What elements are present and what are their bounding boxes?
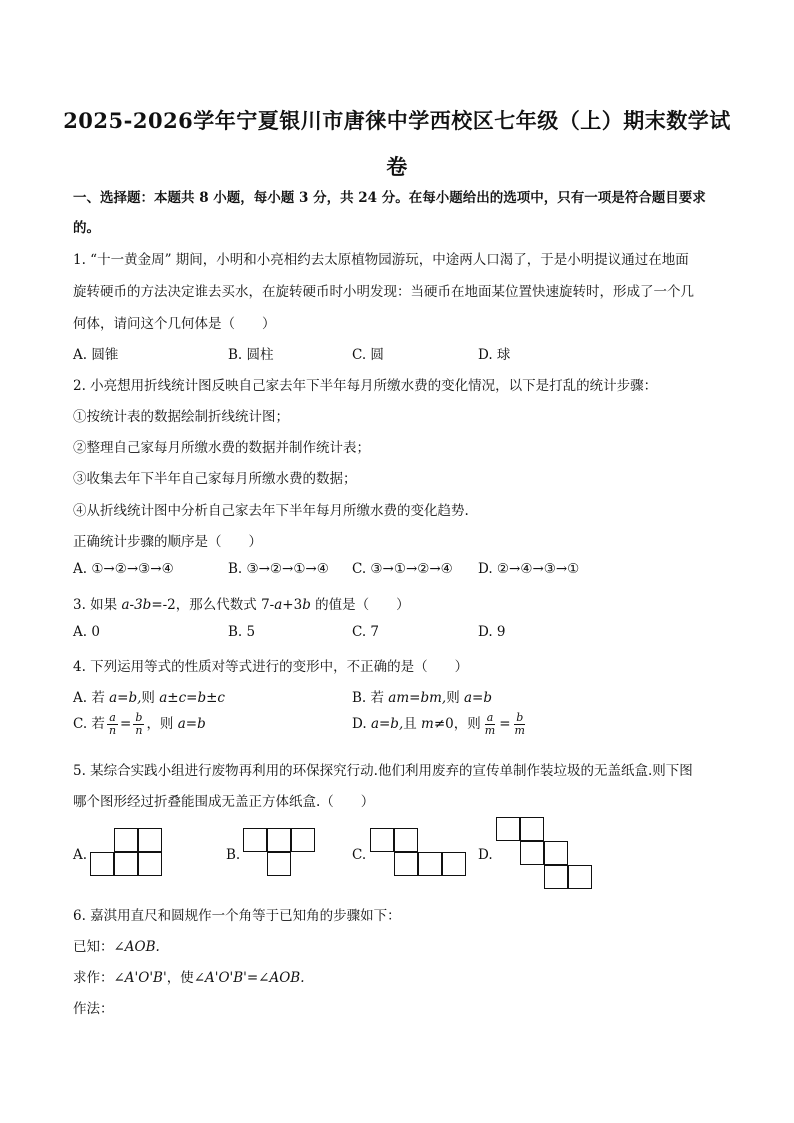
q4-c-eq: = bbox=[120, 716, 132, 732]
q6-method: 作法： bbox=[73, 1001, 114, 1017]
net-square bbox=[138, 828, 162, 852]
q5-line-1: 5. 某综合实践小组进行废物再利用的环保探究行动.他们利用废弃的宣传单制作装垃圾的无盖纸盒.则下图 bbox=[73, 763, 693, 779]
net-square bbox=[544, 865, 568, 889]
q2-step-4: ④从折线统计图中分析自己家去年下半年每月所缴水费的变化趋势. bbox=[73, 503, 469, 519]
q5-line-2: 哪个图形经过折叠能围成无盖正方体纸盒.（ ） bbox=[73, 794, 375, 810]
q4-c-frac2-den: n bbox=[135, 724, 143, 737]
net-square bbox=[370, 828, 394, 852]
q1-line-2: 旋转硬币的方法决定谁去买水，在旋转硬币时小明发现：当硬币在地面某位置快速旋转时，形成了一个几 bbox=[73, 284, 694, 300]
q4-d-frac2-num: b bbox=[516, 711, 524, 724]
q3-option-a: A. 0 bbox=[73, 624, 100, 640]
q3-stem-g: 的值是（ ） bbox=[310, 597, 410, 613]
net-square bbox=[267, 828, 291, 852]
q4-d-fraction-2 bbox=[513, 712, 527, 737]
q2-option-a: A. ①→②→③→④ bbox=[73, 561, 174, 577]
q4-c-fraction-1 bbox=[107, 712, 118, 737]
q3-option-c: C. 7 bbox=[352, 624, 380, 640]
q3-option-d: D. 9 bbox=[478, 624, 506, 640]
q4-a-mid: 则 bbox=[141, 690, 160, 706]
q6-known bbox=[73, 935, 160, 955]
q4-a-expr: a=b, bbox=[109, 690, 142, 706]
q2-step-3: ③收集去年下半年自己家每月所缴水费的数据； bbox=[73, 471, 357, 487]
q4-option-a bbox=[73, 686, 225, 706]
q4-c-expr: a=b bbox=[177, 716, 206, 732]
net-square bbox=[442, 852, 466, 876]
q4-b-expr2: a=b bbox=[464, 690, 493, 706]
net-square bbox=[267, 852, 291, 876]
net-square bbox=[114, 852, 138, 876]
net-square bbox=[394, 828, 418, 852]
q6-seek bbox=[73, 966, 305, 986]
q4-option-b bbox=[352, 686, 492, 706]
q4-d-ne: ≠0，则 bbox=[433, 716, 481, 732]
net-square bbox=[243, 828, 267, 852]
q5-figure-d bbox=[496, 817, 594, 891]
q6-seek-expr-2: ∠A'O'B'=∠AOB. bbox=[193, 970, 305, 986]
net-square bbox=[544, 841, 568, 865]
q2-option-c: C. ③→①→②→④ bbox=[352, 561, 453, 577]
q1-option-a: A. 圆锥 bbox=[73, 347, 119, 363]
q5-figure-d-label: D. bbox=[478, 847, 493, 863]
q4-option-d bbox=[352, 712, 529, 737]
q3-option-b: B. 5 bbox=[228, 624, 256, 640]
q4-d-expr: a=b, bbox=[370, 716, 404, 732]
q4-a-expr2: a±c=b±c bbox=[159, 690, 225, 706]
q1-option-b: B. 圆柱 bbox=[228, 347, 274, 363]
q4-c-frac2-num: b bbox=[135, 711, 143, 724]
net-square bbox=[496, 817, 520, 841]
q3-expr: a-3b bbox=[121, 597, 152, 613]
net-square bbox=[520, 817, 544, 841]
q3-stem-e: +3 bbox=[282, 597, 303, 613]
q4-d-prefix: D. bbox=[352, 716, 371, 732]
q6-known-label: 已知： bbox=[73, 939, 114, 955]
q6-known-expr: ∠AOB. bbox=[113, 939, 160, 955]
q5-figure-b-label: B. bbox=[226, 847, 241, 863]
q4-d-frac1-num: a bbox=[486, 711, 494, 724]
q3-stem bbox=[73, 593, 410, 613]
net-square bbox=[114, 828, 138, 852]
q4-option-c bbox=[73, 712, 206, 737]
q5-figure-a-label: A. bbox=[73, 847, 88, 863]
q3-stem-a: 3. 如果 bbox=[73, 597, 122, 613]
q1-option-c: C. 圆 bbox=[352, 347, 384, 363]
q4-c-frac1-den: n bbox=[108, 724, 117, 737]
section-header-line-1: 一、选择题：本题共 8 小题，每小题 3 分，共 24 分。在每小题给出的选项中，只有一项是符合题目要求 bbox=[73, 190, 706, 206]
q2-stem: 2. 小亮想用折线统计图反映自己家去年下半年每月所缴水费的变化情况，以下是打乱的统计步骤： bbox=[73, 378, 658, 394]
q4-c-prefix: C. 若 bbox=[73, 716, 105, 732]
q4-d-var-m: m bbox=[421, 716, 434, 732]
q2-option-d: D. ②→④→③→① bbox=[478, 561, 580, 577]
q2-option-b: B. ③→②→①→④ bbox=[228, 561, 329, 577]
title-line-2: 卷 bbox=[386, 154, 408, 179]
net-square bbox=[90, 852, 114, 876]
net-square bbox=[418, 852, 442, 876]
net-square bbox=[291, 828, 315, 852]
q1-option-d: D. 球 bbox=[478, 347, 511, 363]
q4-d-mid: 且 bbox=[403, 716, 422, 732]
q2-ask: 正确统计步骤的顺序是（ ） bbox=[73, 534, 262, 550]
q1-line-1: 1. “十一黄金周” 期间，小明和小亮相约去太原植物园游玩，中途两人口渴了，于是小明提议通过在地面 bbox=[73, 252, 689, 268]
q5-figure-b bbox=[243, 828, 317, 878]
q4-c-fraction-2 bbox=[133, 712, 144, 737]
q3-stem-c: =-2，那么代数式 7- bbox=[151, 597, 275, 613]
q5-figure-a bbox=[90, 828, 164, 878]
q4-stem: 4. 下列运用等式的性质对等式进行的变形中，不正确的是（ ） bbox=[73, 659, 469, 675]
q2-step-2: ②整理自己家每月所缴水费的数据并制作统计表； bbox=[73, 440, 370, 456]
net-square bbox=[568, 865, 592, 889]
q6-stem: 6. 嘉淇用直尺和圆规作一个角等于已知角的步骤如下： bbox=[73, 908, 401, 924]
q5-figure-c bbox=[370, 828, 468, 878]
q4-d-fraction-1 bbox=[483, 712, 497, 737]
net-square bbox=[520, 841, 544, 865]
q6-seek-expr-1: ∠A'O'B' bbox=[113, 970, 167, 986]
q4-d-frac2-den: m bbox=[514, 724, 525, 737]
q4-c-post: ，则 bbox=[146, 716, 178, 732]
q4-b-expr: am=bm, bbox=[388, 690, 447, 706]
q6-seek-mid: ，使 bbox=[166, 970, 194, 986]
q4-c-frac1-num: a bbox=[109, 711, 116, 724]
q3-var-a: a bbox=[274, 597, 283, 613]
q3-var-b: b bbox=[302, 597, 311, 613]
q5-figure-c-label: C. bbox=[352, 847, 367, 863]
q4-b-mid: 则 bbox=[446, 690, 464, 706]
section-header-line-2: 的。 bbox=[73, 220, 100, 236]
title-line-1: 2025-2026学年宁夏银川市唐徕中学西校区七年级（上）期末数学试 bbox=[63, 108, 731, 133]
exam-title bbox=[60, 98, 734, 190]
q4-b-prefix: B. 若 bbox=[352, 690, 389, 706]
q1-line-3: 何体，请问这个几何体是（ ） bbox=[73, 316, 276, 332]
q2-step-1: ①按统计表的数据绘制折线统计图； bbox=[73, 409, 289, 425]
q4-a-prefix: A. 若 bbox=[73, 690, 110, 706]
q4-d-frac1-den: m bbox=[484, 724, 496, 737]
q6-seek-label: 求作： bbox=[73, 970, 114, 986]
net-square bbox=[138, 852, 162, 876]
net-square bbox=[394, 852, 418, 876]
q4-d-eq: = bbox=[499, 716, 511, 732]
